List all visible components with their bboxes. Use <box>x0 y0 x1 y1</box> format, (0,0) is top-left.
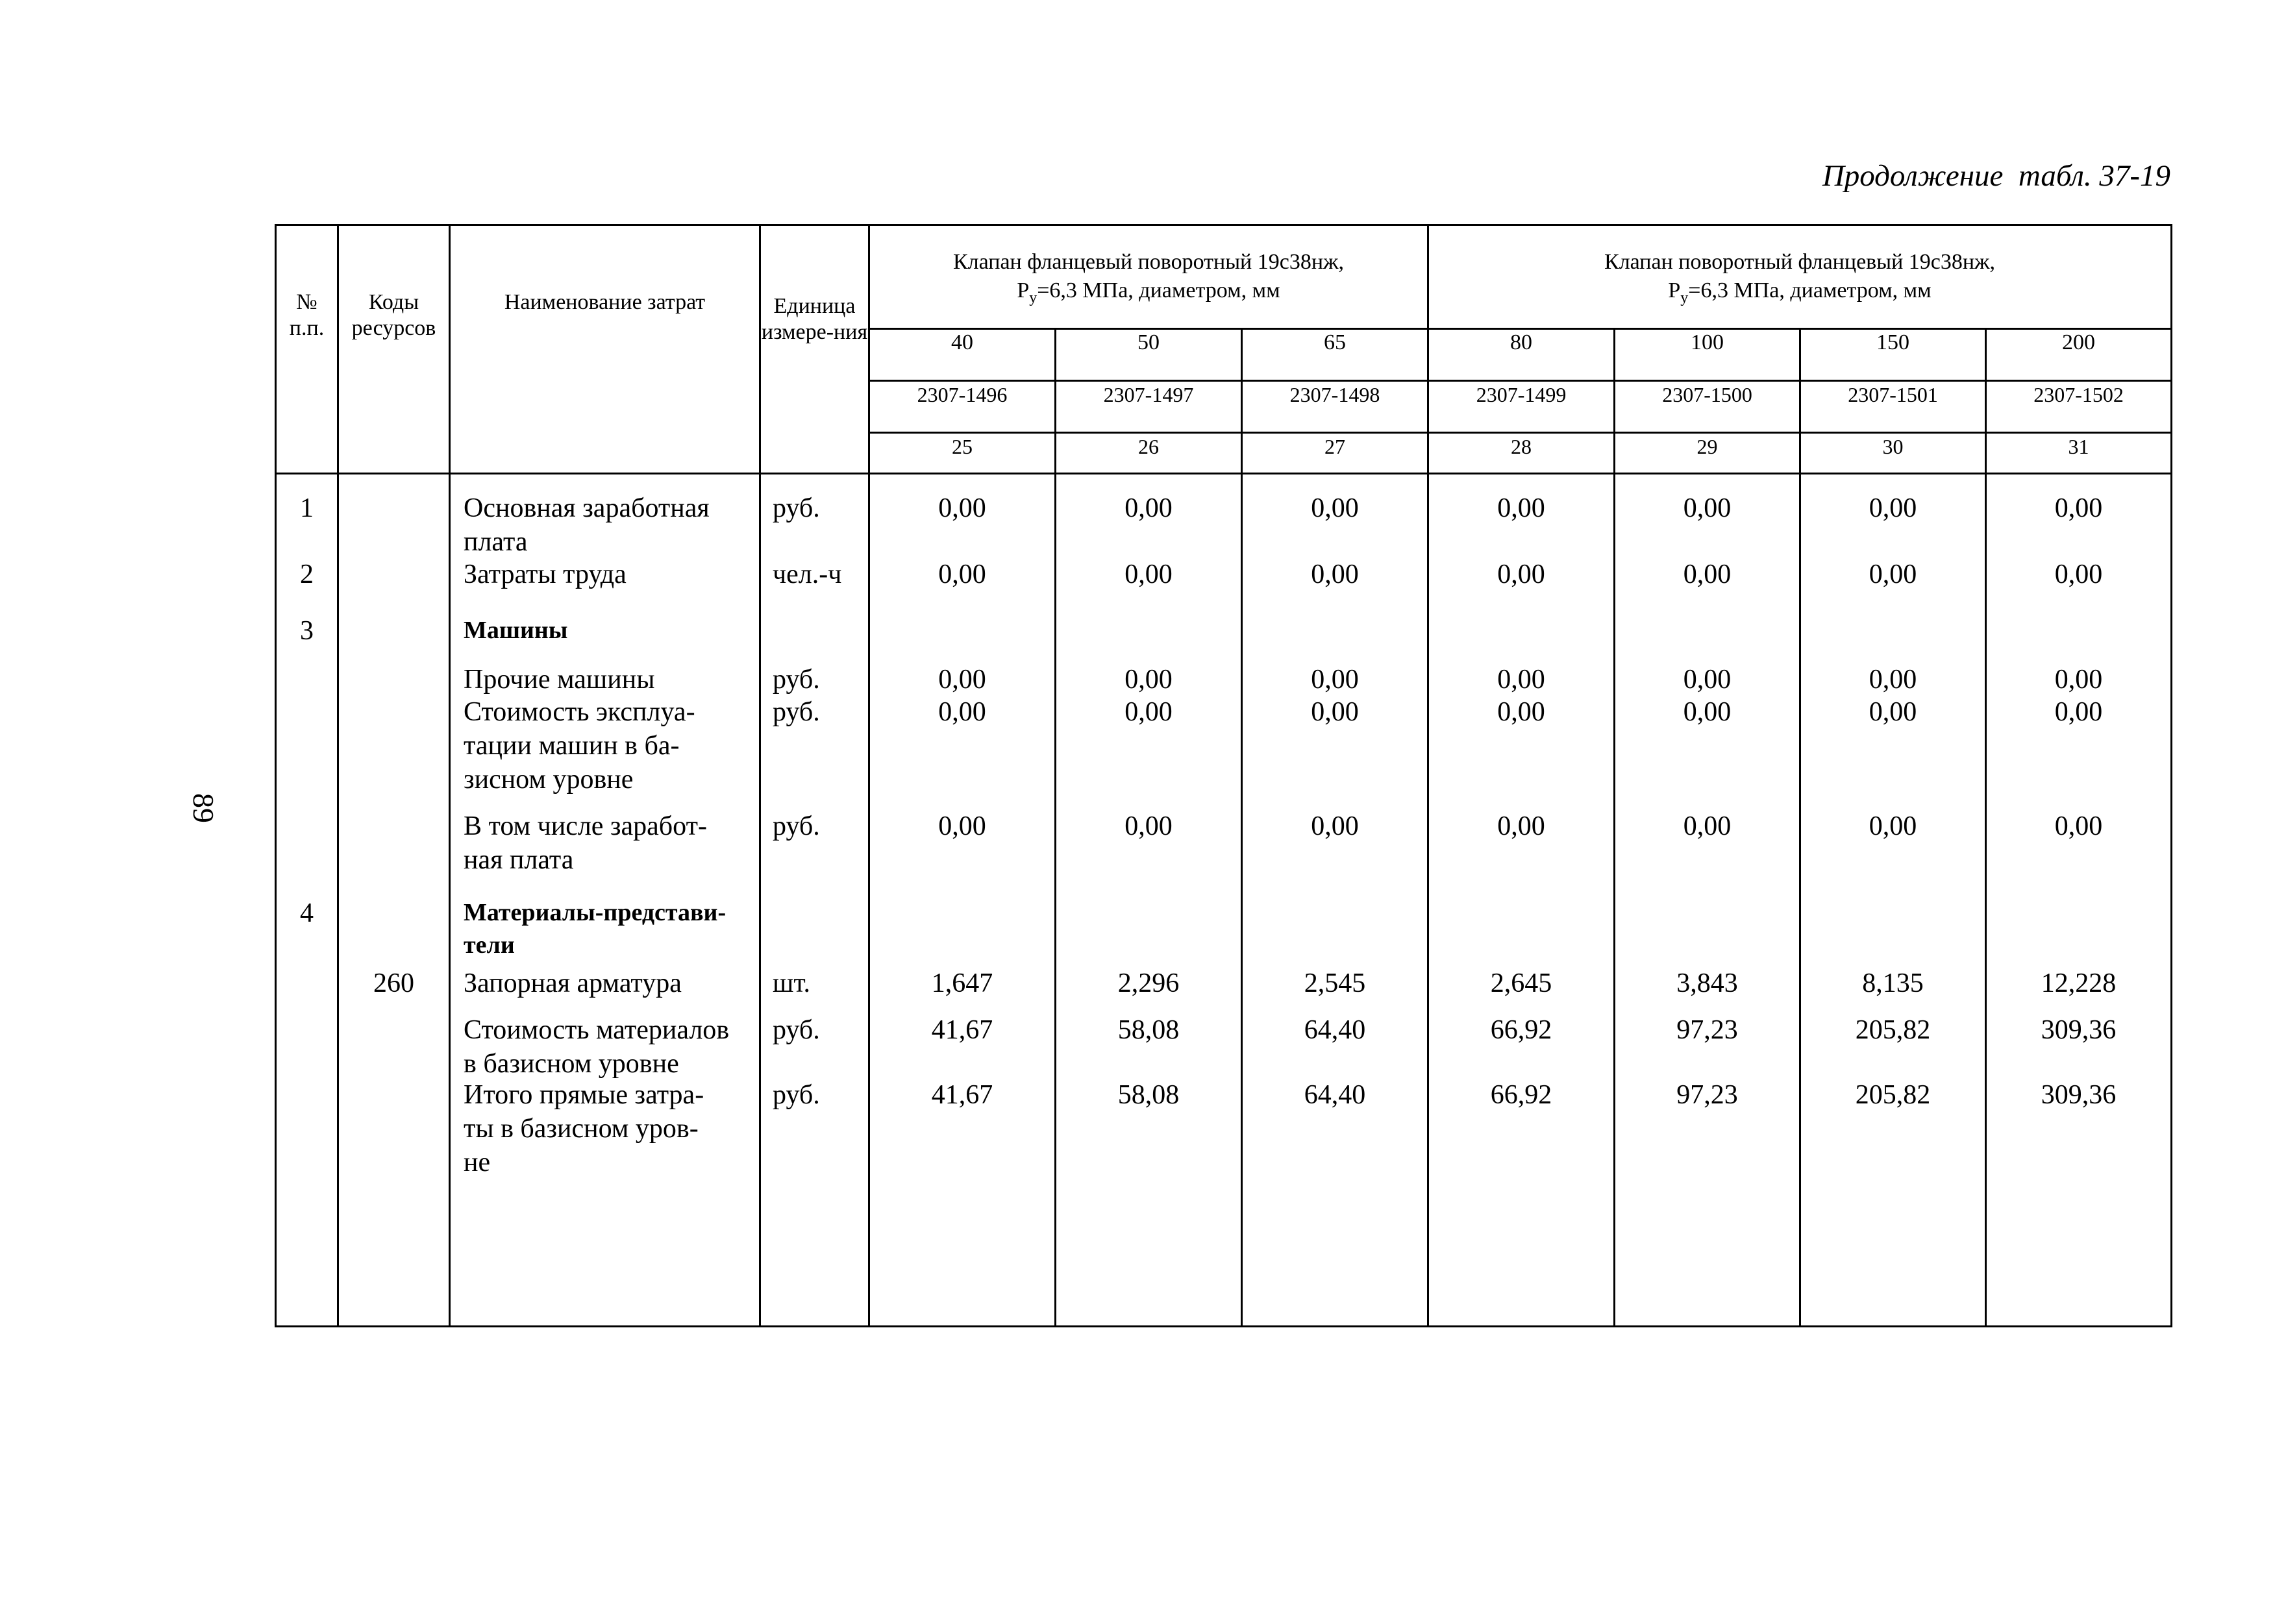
header-group-flanged-rotary-valve <box>869 225 1428 329</box>
cell-value: 0,00 <box>1869 811 1917 841</box>
header-column-number: 31 <box>1986 433 2172 474</box>
cell-value: 0,00 <box>1497 697 1545 727</box>
cell-value: 0,00 <box>1311 697 1359 727</box>
cell-value: 0,00 <box>938 811 986 841</box>
cell-value: 41,67 <box>931 1015 993 1045</box>
cell-value: 3,843 <box>1676 968 1738 998</box>
cell-value: 0,00 <box>1124 811 1173 841</box>
cell-value: 0,00 <box>1124 665 1173 695</box>
cell-value: 0,00 <box>1497 493 1545 523</box>
header-code: 2307-1499 <box>1428 381 1615 433</box>
header-diameter: 40 <box>869 329 1056 381</box>
header-code: 2307-1498 <box>1242 381 1428 433</box>
cell-value: 0,00 <box>1683 493 1732 523</box>
cell-value: 41,67 <box>931 1080 993 1110</box>
cell-unit: руб. <box>773 493 820 523</box>
cell-value: 0,00 <box>1497 665 1545 695</box>
cell-name-line: ная плата <box>464 845 574 875</box>
cell-value: 0,00 <box>1683 665 1732 695</box>
cell-name-line: В том числе заработ- <box>464 811 707 841</box>
cell-value: 309,36 <box>2041 1015 2117 1045</box>
group1-pressure: $P_у=6,3$ МПа, диаметром, мм <box>1017 278 1280 306</box>
body-col-value <box>1800 474 1986 1327</box>
cell-name-line: Материалы-представи- <box>464 899 727 926</box>
cell-value: 205,82 <box>1855 1080 1931 1110</box>
header-code: 2307-1500 <box>1615 381 1800 433</box>
body-col-value <box>1242 474 1428 1327</box>
cell-value: 205,82 <box>1855 1015 1931 1045</box>
cell-value: 0,00 <box>1311 665 1359 695</box>
cell-value: 0,00 <box>2054 493 2103 523</box>
cell-value: 0,00 <box>1869 665 1917 695</box>
cell-value: 0,00 <box>1683 811 1732 841</box>
body-col-value <box>1615 474 1800 1327</box>
cell-value: 12,228 <box>2041 968 2117 998</box>
header-diameter: 50 <box>1056 329 1242 381</box>
cell-value: 1,647 <box>931 968 993 998</box>
cell-value: 0,00 <box>1683 697 1732 727</box>
cell-unit: руб. <box>773 1015 820 1045</box>
cell-value: 97,23 <box>1676 1015 1738 1045</box>
header-diameter: 65 <box>1242 329 1428 381</box>
cell-value: 58,08 <box>1117 1015 1180 1045</box>
cell-name-line: в базисном уровне <box>464 1049 679 1079</box>
cell-name-line: Затраты труда <box>464 560 627 589</box>
cell-value: 0,00 <box>938 697 986 727</box>
cell-value: 2,545 <box>1304 968 1366 998</box>
header-diameter: 100 <box>1615 329 1800 381</box>
cell-value: 0,00 <box>1311 811 1359 841</box>
cell-unit: руб. <box>773 1080 820 1110</box>
cell-name-line: не <box>464 1148 491 1177</box>
cost-table <box>275 224 2172 1327</box>
cell-unit: чел.-ч <box>773 560 842 589</box>
page-number: 89 <box>187 793 220 823</box>
header-code: 2307-1496 <box>869 381 1056 433</box>
cell-value: 0,00 <box>1124 493 1173 523</box>
cell-name-line: Прочие машины <box>464 665 655 695</box>
cell-value: 0,00 <box>1869 560 1917 589</box>
body-col-value <box>869 474 1056 1327</box>
header-code: 2307-1497 <box>1056 381 1242 433</box>
body-col-no <box>276 474 338 1327</box>
header-column-number: 29 <box>1615 433 1800 474</box>
table-continuation-caption: Продолжение табл. 37-19 <box>1822 159 2170 193</box>
cell-name-line: Итого прямые затра- <box>464 1080 704 1110</box>
body-col-code <box>338 474 450 1327</box>
cell-value: 0,00 <box>1124 697 1173 727</box>
cell-name-line: Запорная арматура <box>464 968 682 998</box>
cell-value: 66,92 <box>1490 1015 1552 1045</box>
cell-value: 0,00 <box>1497 811 1545 841</box>
header-column-number: 26 <box>1056 433 1242 474</box>
cell-unit: руб. <box>773 811 820 841</box>
header-row-number: № п.п. <box>276 225 338 474</box>
cell-no: 4 <box>300 898 314 928</box>
cell-value: 0,00 <box>938 493 986 523</box>
body-col-value <box>1056 474 1242 1327</box>
cell-name-line: Машины <box>464 617 568 644</box>
header-code: 2307-1501 <box>1800 381 1986 433</box>
cell-value: 0,00 <box>938 560 986 589</box>
cell-code: 260 <box>373 968 414 998</box>
header-column-number: 25 <box>869 433 1056 474</box>
cell-name-line: Стоимость эксплуа- <box>464 697 695 727</box>
group2-pressure: $P_у=6,3$ МПа, диаметром, мм <box>1668 278 1932 306</box>
cell-value: 0,00 <box>1124 560 1173 589</box>
cell-value: 0,00 <box>1497 560 1545 589</box>
header-diameter: 80 <box>1428 329 1615 381</box>
body-col-value <box>1986 474 2172 1327</box>
cell-name-line: тации машин в ба- <box>464 731 680 761</box>
cell-name-line: зисном уровне <box>464 765 634 794</box>
cell-value: 309,36 <box>2041 1080 2117 1110</box>
body-col-value <box>1428 474 1615 1327</box>
cell-value: 0,00 <box>1311 493 1359 523</box>
header-column-number: 27 <box>1242 433 1428 474</box>
header-diameter: 150 <box>1800 329 1986 381</box>
group2-title: Клапан поворотный фланцевый 19с38нж, <box>1604 250 1996 274</box>
cell-value: 0,00 <box>2054 811 2103 841</box>
cell-value: 0,00 <box>2054 697 2103 727</box>
cell-value: 0,00 <box>2054 665 2103 695</box>
cell-name-line: Основная заработная <box>464 493 710 523</box>
cell-value: 0,00 <box>1311 560 1359 589</box>
cell-name-line: тели <box>464 931 515 959</box>
cell-value: 0,00 <box>1869 493 1917 523</box>
cell-no: 1 <box>300 493 314 523</box>
cell-unit: шт. <box>773 968 811 998</box>
cell-value: 64,40 <box>1304 1080 1366 1110</box>
cell-value: 2,296 <box>1117 968 1180 998</box>
header-cost-name: Наименование затрат <box>450 225 760 474</box>
header-resource-codes: Коды ресурсов <box>338 225 450 474</box>
header-diameter: 200 <box>1986 329 2172 381</box>
cell-value: 0,00 <box>2054 560 2103 589</box>
group1-title: Клапан фланцевый поворотный 19с38нж, <box>952 250 1345 274</box>
cell-value: 58,08 <box>1117 1080 1180 1110</box>
cell-name-line: Стоимость материалов <box>464 1015 730 1045</box>
cell-value: 0,00 <box>938 665 986 695</box>
body-col-name <box>450 474 760 1327</box>
header-column-number: 28 <box>1428 433 1615 474</box>
cell-value: 0,00 <box>1869 697 1917 727</box>
cell-value: 2,645 <box>1490 968 1552 998</box>
header-code: 2307-1502 <box>1986 381 2172 433</box>
cell-name-line: плата <box>464 527 528 557</box>
cell-value: 8,135 <box>1862 968 1924 998</box>
cell-name-line: ты в базисном уров- <box>464 1114 699 1144</box>
cell-value: 64,40 <box>1304 1015 1366 1045</box>
cell-unit: руб. <box>773 697 820 727</box>
cell-value: 97,23 <box>1676 1080 1738 1110</box>
cell-no: 3 <box>300 616 314 646</box>
header-group-rotary-flanged-valve <box>1428 225 2172 329</box>
cell-unit: руб. <box>773 665 820 695</box>
header-column-number: 30 <box>1800 433 1986 474</box>
body-col-unit <box>760 474 869 1327</box>
cell-value: 66,92 <box>1490 1080 1552 1110</box>
cell-value: 0,00 <box>1683 560 1732 589</box>
header-unit: Единица измере-ния <box>760 225 869 474</box>
cell-no: 2 <box>300 560 314 589</box>
